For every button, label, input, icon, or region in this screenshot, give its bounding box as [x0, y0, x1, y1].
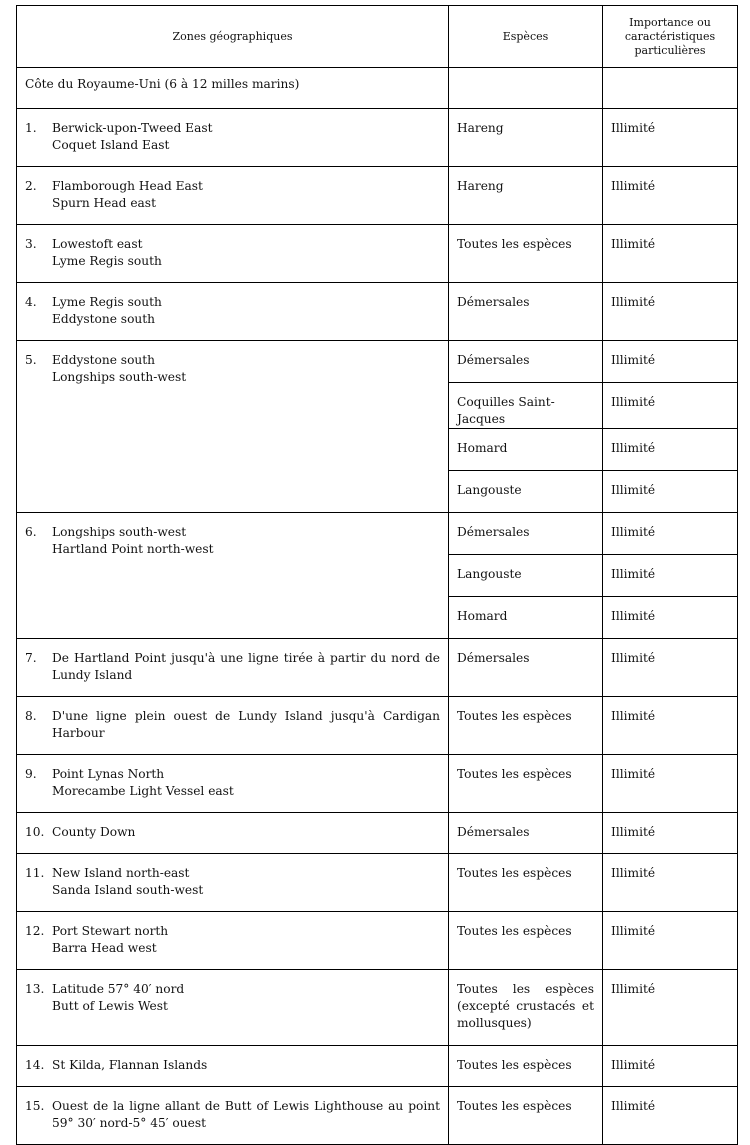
zone-number: 3.: [25, 237, 37, 251]
zone-cell: [17, 755, 449, 813]
importance-cell: Illimité: [611, 866, 656, 880]
species-cell: Coquilles Saint-Jacques: [457, 395, 555, 426]
species-cell: Langouste: [457, 567, 522, 581]
species-cell: Homard: [457, 441, 508, 455]
zone-number: 14.: [25, 1058, 45, 1072]
zone-name: Longships south-west: [52, 525, 187, 539]
species-cell: Toutes les espèces: [457, 924, 572, 938]
importance-cell: Illimité: [611, 924, 656, 938]
zone-number: 15.: [25, 1099, 45, 1113]
zone-number: 6.: [25, 525, 37, 539]
zone-name: Hartland Point north-west: [52, 542, 214, 556]
zone-name: Flamborough Head East: [52, 179, 203, 193]
zone-cell: [17, 167, 449, 225]
zone-number: 11.: [25, 866, 45, 880]
table-row: [17, 854, 738, 912]
zone-number: 2.: [25, 179, 37, 193]
table-row: [17, 283, 738, 341]
table-row: [17, 755, 738, 813]
zone-name: Barra Head west: [52, 941, 157, 955]
zone-name: De Hartland Point jusqu'à une ligne tirée à partir du nord de Lundy Island: [52, 651, 440, 682]
zone-name: D'une ligne plein ouest de Lundy Island jusqu'à Cardigan Harbour: [52, 709, 440, 740]
importance-cell: Illimité: [611, 295, 656, 309]
zone-cell: [17, 283, 449, 341]
table-row: [17, 912, 738, 970]
zone-name: Spurn Head east: [52, 196, 156, 210]
header-especes: Espèces: [449, 6, 603, 68]
importance-cell: Illimité: [611, 441, 656, 455]
zone-number: 8.: [25, 709, 37, 723]
zone-cell: [17, 1087, 449, 1145]
importance-cell: Illimité: [611, 1058, 656, 1072]
species-cell: Démersales: [457, 525, 530, 539]
zone-name: Ouest de la ligne allant de Butt of Lewis Lighthouse au point 59° 30′ nord-5° 45′ ouest: [52, 1099, 440, 1130]
zone-name: Lowestoft east: [52, 237, 143, 251]
species-cell: Toutes les espèces: [457, 1099, 572, 1113]
importance-cell: Illimité: [611, 395, 656, 409]
importance-cell: Illimité: [611, 525, 656, 539]
species-cell: Démersales: [457, 353, 530, 367]
zone-cell: [17, 513, 449, 639]
zone-number: 4.: [25, 295, 37, 309]
species-cell: Toutes les espèces (excepté crustacés et mollusques): [457, 982, 594, 1030]
species-cell: Démersales: [457, 295, 530, 309]
zone-number: 13.: [25, 982, 45, 996]
importance-cell: Illimité: [611, 483, 656, 497]
importance-cell: Illimité: [611, 709, 656, 723]
zone-name: Coquet Island East: [52, 138, 170, 152]
importance-cell: Illimité: [611, 825, 656, 839]
importance-cell: Illimité: [611, 767, 656, 781]
zone-name: New Island north-east: [52, 866, 190, 880]
importance-cell: Illimité: [611, 1099, 656, 1113]
zone-name: Eddystone south: [52, 312, 155, 326]
header-importance: Importance ou caractéristiques particulières: [603, 6, 738, 68]
table-header-row: [17, 6, 738, 68]
table-row: [17, 513, 738, 555]
zone-cell: [17, 813, 449, 854]
zone-name: Latitude 57° 40′ nord: [52, 982, 185, 996]
importance-cell: Illimité: [611, 121, 656, 135]
table-row: [17, 639, 738, 697]
zone-number: 7.: [25, 651, 37, 665]
species-cell: Homard: [457, 609, 508, 623]
species-cell: Démersales: [457, 651, 530, 665]
zone-name: Longships south-west: [52, 370, 187, 384]
table-row: [17, 341, 738, 383]
header-zones: Zones géographiques: [17, 6, 449, 68]
importance-cell: Illimité: [611, 237, 656, 251]
zone-cell: [17, 225, 449, 283]
zone-name: Eddystone south: [52, 353, 155, 367]
species-cell: Langouste: [457, 483, 522, 497]
zone-name: Point Lynas North: [52, 767, 165, 781]
zone-cell: [17, 639, 449, 697]
importance-cell: Illimité: [611, 609, 656, 623]
zone-number: 5.: [25, 353, 37, 367]
species-cell: Toutes les espèces: [457, 866, 572, 880]
table-row: [17, 109, 738, 167]
species-cell: Démersales: [457, 825, 530, 839]
section-row: [17, 68, 738, 109]
zone-name: Lyme Regis south: [52, 295, 162, 309]
species-cell: Toutes les espèces: [457, 709, 572, 723]
table-row: [17, 167, 738, 225]
zone-cell: [17, 912, 449, 970]
importance-cell: Illimité: [611, 353, 656, 367]
zone-name: Berwick-upon-Tweed East: [52, 121, 213, 135]
zone-cell: [17, 854, 449, 912]
zone-number: 12.: [25, 924, 45, 938]
species-cell: Toutes les espèces: [457, 237, 572, 251]
importance-cell: Illimité: [611, 982, 656, 996]
table-row: [17, 1087, 738, 1145]
table-row: [17, 1046, 738, 1087]
species-cell: Toutes les espèces: [457, 767, 572, 781]
zone-name: Morecambe Light Vessel east: [52, 784, 234, 798]
zone-name: St Kilda, Flannan Islands: [52, 1058, 208, 1072]
table-row: [17, 225, 738, 283]
species-cell: Hareng: [457, 121, 504, 135]
zone-name: Lyme Regis south: [52, 254, 162, 268]
importance-cell: Illimité: [611, 651, 656, 665]
species-cell: Hareng: [457, 179, 504, 193]
zone-cell: [17, 341, 449, 513]
table-row: [17, 813, 738, 854]
fishing-zones-table: [16, 5, 738, 1145]
importance-cell: Illimité: [611, 567, 656, 581]
zone-number: 10.: [25, 825, 45, 839]
zone-cell: [17, 109, 449, 167]
table-row: [17, 970, 738, 1046]
zone-name: Sanda Island south-west: [52, 883, 204, 897]
zone-number: 1.: [25, 121, 37, 135]
zone-cell: [17, 970, 449, 1046]
section-title: Côte du Royaume-Uni (6 à 12 milles marins): [25, 77, 300, 91]
zone-number: 9.: [25, 767, 37, 781]
importance-cell: Illimité: [611, 179, 656, 193]
zone-name: Port Stewart north: [52, 924, 169, 938]
table-row: [17, 697, 738, 755]
species-cell: Toutes les espèces: [457, 1058, 572, 1072]
zone-cell: [17, 1046, 449, 1087]
zone-cell: [17, 697, 449, 755]
zone-name: County Down: [52, 825, 136, 839]
zone-name: Butt of Lewis West: [52, 999, 168, 1013]
